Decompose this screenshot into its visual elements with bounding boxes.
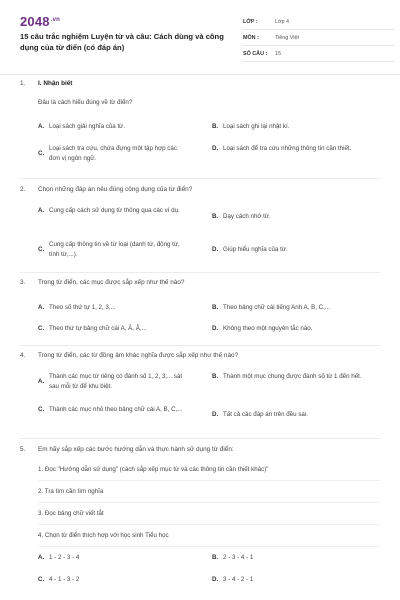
option-text: Theo số thứ tự 1, 2, 3,... bbox=[49, 304, 116, 311]
option-text: Cung cấp cách sử dụng từ thông qua các ví dụ. bbox=[49, 207, 180, 214]
option-c[interactable] bbox=[38, 144, 188, 163]
question-4 bbox=[20, 352, 380, 419]
question-header bbox=[20, 352, 380, 359]
option-c[interactable] bbox=[38, 324, 198, 334]
option-text: 4 - 1 - 3 - 2 bbox=[49, 576, 80, 583]
option-letter: D. bbox=[212, 325, 219, 333]
header bbox=[20, 0, 380, 70]
option-letter: D. bbox=[212, 576, 219, 584]
option-letter: B. bbox=[212, 213, 219, 221]
step-divider bbox=[38, 502, 380, 503]
logo-sub: .vn bbox=[50, 16, 61, 23]
question-header bbox=[20, 186, 380, 193]
question-2 bbox=[20, 186, 380, 258]
option-text: Loại sách tra cứu, chứa đựng một tập hợp các đơn vị ngôn ngữ. bbox=[49, 145, 177, 162]
step-item: 1. Đọc "Hướng dẫn sử dụng" (cách sắp xếp mục từ và các thông tin cần thiết khác)" bbox=[38, 466, 269, 473]
option-letter: A. bbox=[38, 304, 45, 312]
option-letter: C. bbox=[38, 150, 45, 157]
meta-value: Lớp 4 bbox=[275, 18, 290, 25]
step-divider bbox=[38, 546, 380, 547]
question-number: 5. bbox=[20, 446, 26, 453]
question-1 bbox=[20, 80, 380, 162]
option-letter: C. bbox=[38, 576, 45, 584]
question-divider bbox=[20, 438, 380, 439]
meta-row-count bbox=[243, 46, 395, 62]
option-a[interactable] bbox=[38, 553, 198, 563]
section-heading: I. Nhận biết bbox=[38, 80, 73, 87]
meta-value: Tiếng Việt bbox=[275, 34, 299, 41]
step-item: 3. Đọc bảng chữ viết tắt bbox=[38, 510, 104, 517]
question-3 bbox=[20, 279, 380, 333]
option-a[interactable] bbox=[38, 122, 198, 132]
option-letter: D. bbox=[212, 411, 219, 419]
option-b[interactable] bbox=[212, 372, 377, 382]
option-b[interactable] bbox=[212, 122, 372, 132]
option-d[interactable] bbox=[212, 410, 372, 420]
option-d[interactable] bbox=[212, 575, 372, 585]
question-header bbox=[20, 279, 380, 286]
step-divider bbox=[38, 524, 380, 525]
option-text: Dạy cách nhớ từ. bbox=[223, 213, 271, 220]
meta-label: SỐ CÂU : bbox=[243, 50, 268, 57]
meta-label: MÔN : bbox=[243, 34, 259, 41]
option-c[interactable] bbox=[38, 240, 188, 259]
meta-value: 15 bbox=[275, 50, 281, 57]
logo-main: 2048 bbox=[20, 14, 50, 29]
question-divider bbox=[20, 272, 380, 273]
option-text: 1 - 2 - 3 - 4 bbox=[49, 554, 80, 561]
question-text: Trong từ điển, các từ đồng âm khác nghĩa được sắp xếp như thế nào? bbox=[38, 352, 239, 359]
option-text: Loại sách ghi lại nhật kí. bbox=[223, 123, 290, 130]
question-text: Chọn những đáp án nêu đúng công dụng của từ điển? bbox=[38, 186, 193, 193]
option-text: Thành các mục từ riêng có đánh số 1, 2, 3,... sát sau mỗi từ để khu biệt. bbox=[49, 373, 183, 390]
option-a[interactable] bbox=[38, 303, 198, 313]
option-text: 2 - 3 - 4 - 1 bbox=[223, 554, 254, 561]
question-number: 4. bbox=[20, 352, 26, 359]
option-text: Thành các mục nhỏ theo bảng chữ cái A, B, C,... bbox=[49, 406, 183, 413]
option-letter: A. bbox=[38, 554, 45, 562]
meta-label: LỚP : bbox=[243, 18, 258, 25]
option-letter: D. bbox=[212, 246, 219, 254]
option-d[interactable] bbox=[212, 144, 372, 154]
step-item: 2. Tra tìm cần tìm nghĩa bbox=[38, 488, 104, 495]
question-text: Đâu là cách hiểu đúng về từ điển? bbox=[38, 99, 133, 106]
question-5 bbox=[20, 446, 380, 584]
option-c[interactable] bbox=[38, 405, 188, 415]
option-text: Tất cả các đáp án trên đều sai. bbox=[223, 411, 308, 418]
option-letter: B. bbox=[212, 304, 219, 312]
option-letter: A. bbox=[38, 123, 45, 131]
option-text: Loại sách giải nghĩa của từ. bbox=[49, 123, 126, 130]
site-logo[interactable] bbox=[20, 14, 60, 29]
option-letter: D. bbox=[212, 145, 219, 153]
option-letter: B. bbox=[212, 554, 219, 562]
option-d[interactable] bbox=[212, 245, 372, 255]
step-divider bbox=[38, 480, 380, 481]
question-header bbox=[20, 446, 380, 453]
meta-row-subject bbox=[243, 30, 395, 46]
option-letter: A. bbox=[38, 378, 45, 385]
option-text: Theo bảng chữ cái tiếng Anh A, B, C,... bbox=[223, 304, 330, 311]
option-b[interactable] bbox=[212, 212, 372, 222]
option-d[interactable] bbox=[212, 324, 372, 334]
option-letter: B. bbox=[212, 373, 219, 381]
option-letter: C. bbox=[38, 406, 45, 414]
option-c[interactable] bbox=[38, 575, 198, 585]
header-divider bbox=[0, 74, 400, 75]
question-header bbox=[20, 80, 380, 87]
option-text: Giúp hiểu nghĩa của từ. bbox=[223, 246, 288, 253]
question-number: 1. bbox=[20, 80, 26, 87]
option-text: Theo thứ tự bảng chữ cái A, Ă, Â,... bbox=[49, 325, 147, 332]
question-text: Em hãy sắp xếp các bước hướng dẫn và thực hành sử dụng từ điển: bbox=[38, 446, 234, 453]
option-a[interactable] bbox=[38, 206, 188, 216]
meta-row-class bbox=[243, 14, 395, 30]
option-letter: C. bbox=[38, 325, 45, 333]
meta-info bbox=[243, 14, 395, 62]
question-divider bbox=[20, 178, 380, 179]
option-text: Cung cấp thông tin về từ loại (danh từ, động từ, tính từ,...). bbox=[49, 241, 180, 258]
question-text: Trong từ điển, các mục được sắp xếp như thế nào? bbox=[38, 279, 185, 286]
option-b[interactable] bbox=[212, 303, 372, 313]
option-letter: B. bbox=[212, 123, 219, 131]
option-b[interactable] bbox=[212, 553, 372, 563]
option-letter: A. bbox=[38, 207, 45, 215]
option-a[interactable] bbox=[38, 372, 193, 391]
question-number: 3. bbox=[20, 279, 26, 286]
page-title: 15 câu trắc nghiệm Luyện từ và câu: Cách dùng và công dụng của từ điển (có đáp án) bbox=[20, 32, 224, 52]
question-number: 2. bbox=[20, 186, 26, 193]
option-letter: C. bbox=[38, 246, 45, 253]
option-text: Không theo một nguyên tắc nào. bbox=[223, 325, 313, 332]
step-item: 4. Chọn từ điển thích hợp với học sinh Tiểu học bbox=[38, 532, 169, 539]
question-divider bbox=[20, 345, 380, 346]
option-text: 3 - 4 - 2 - 1 bbox=[223, 576, 254, 583]
option-text: Thành một mục chung được đánh số từ 1 đến hết. bbox=[223, 373, 362, 380]
option-text: Loại sách để tra cứu những thông tin cần thiết. bbox=[223, 145, 352, 152]
